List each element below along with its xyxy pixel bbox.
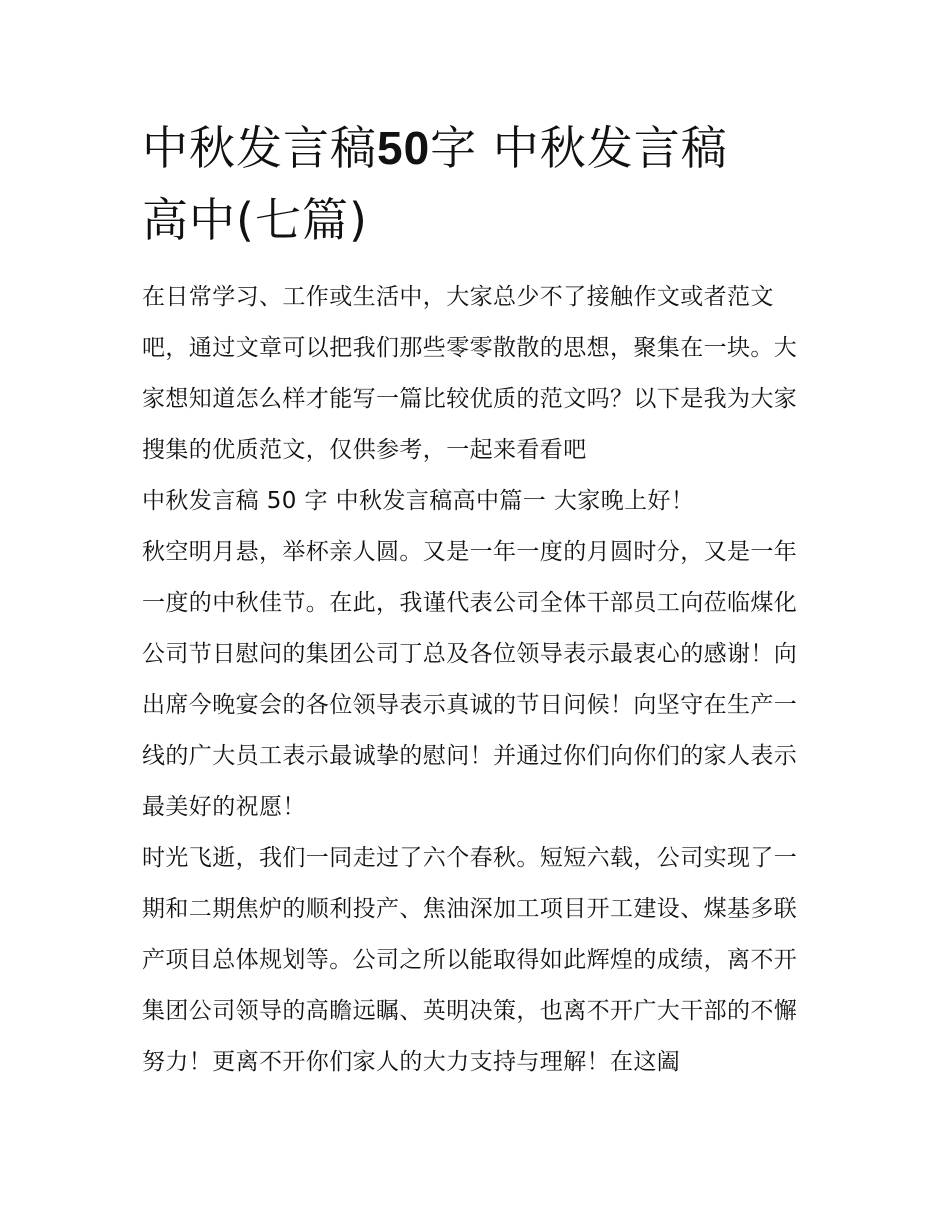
- paragraph-heading-1: 中秋发言稿 50 字 中秋发言稿高中篇一 大家晚上好！: [142, 488, 695, 514]
- document-title: [142, 112, 812, 256]
- paragraph-greeting: 秋空明月悬，举杯亲人圆。又是一年一度的月圆时分，又是一年一度的中秋佳节。在此，我谨代表公司全体干部员工向莅临煤化公司节日慰问的集团公司丁总及各位领导表示最衷心的感谢！向出席今晚宴会的各位领导表示真诚的节日问候！向坚守在生产一线的广大员工表示最诚挚的慰问！并通过你们向你们的家人表示最美好的祝愿！: [142, 539, 798, 820]
- paragraph-intro: 在日常学习、工作或生活中，大家总少不了接触作文或者范文吧，通过文章可以把我们那些零零散散的思想，聚集在一块。大家想知道怎么样才能写一篇比较优质的范文吗？以下是我为大家搜集的优质范文，仅供参考，一起来看看吧: [142, 284, 798, 463]
- paragraph-review: 时光飞逝，我们一同走过了六个春秋。短短六载，公司实现了一期和二期焦炉的顺利投产、焦油深加工项目开工建设、煤基多联产项目总体规划等。公司之所以能取得如此辉煌的成绩，离不开集团公司领导的高瞻远瞩、英明决策，也离不开广大干部的不懈努力！更离不开你们家人的大力支持与理解！在这阖: [142, 845, 798, 1075]
- document-content: [142, 112, 812, 1088]
- title-part-2: 字 中秋发言稿: [430, 121, 728, 175]
- document-body: [142, 272, 812, 1088]
- title-number: 50: [377, 122, 431, 174]
- title-line-2: 高中(七篇): [142, 193, 368, 247]
- title-part-1: 中秋发言稿: [142, 121, 377, 175]
